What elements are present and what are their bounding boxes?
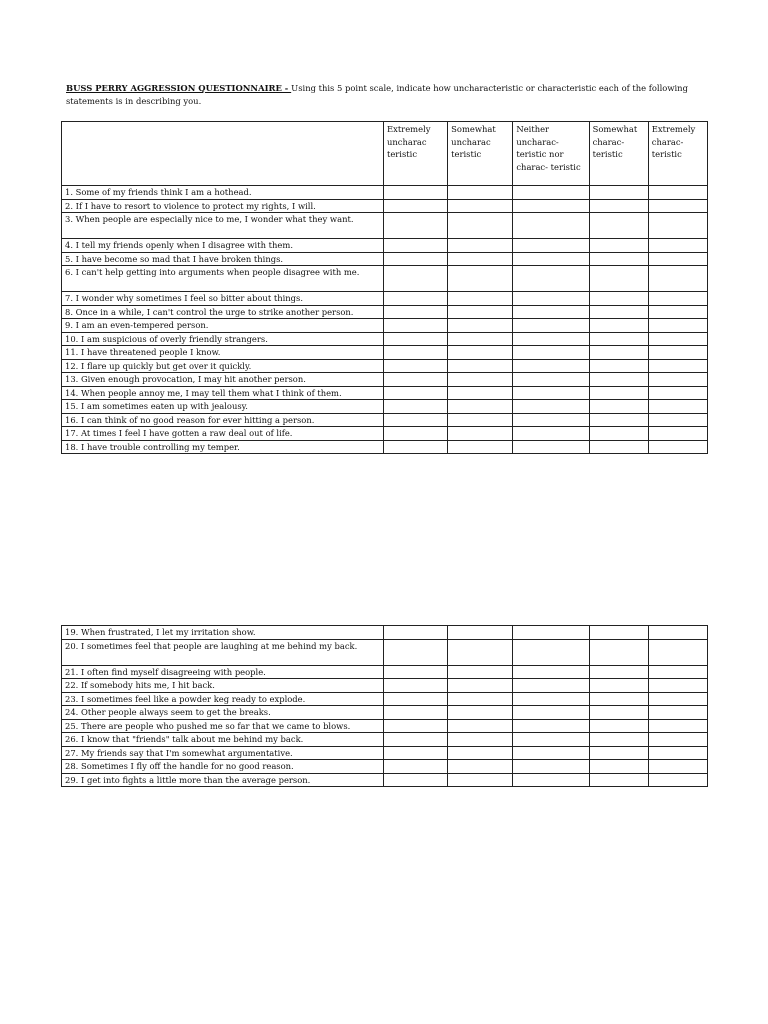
rating-cell[interactable] bbox=[383, 346, 447, 360]
rating-cell[interactable] bbox=[589, 773, 648, 787]
rating-cell[interactable] bbox=[448, 359, 513, 373]
rating-cell[interactable] bbox=[648, 692, 707, 706]
instructions-text: Using this 5 point scale, indicate how uncharacteristic or characteristic each of the following statements is in describing you. bbox=[66, 83, 688, 106]
rating-cell[interactable] bbox=[589, 186, 648, 200]
question-row bbox=[62, 760, 708, 774]
rating-cell[interactable] bbox=[589, 252, 648, 266]
rating-cell[interactable] bbox=[448, 400, 513, 414]
rating-cell[interactable] bbox=[648, 626, 707, 640]
question-text: 13. Given enough provocation, I may hit another person. bbox=[62, 373, 384, 387]
rating-cell[interactable] bbox=[383, 359, 447, 373]
question-row bbox=[62, 665, 708, 679]
rating-cell[interactable] bbox=[448, 186, 513, 200]
statement-header-cell bbox=[62, 122, 384, 186]
rating-cell[interactable] bbox=[513, 440, 589, 454]
rating-cell[interactable] bbox=[448, 679, 513, 693]
question-row bbox=[62, 746, 708, 760]
scale-header-extremely-characteristic: Extremely charac- teristic bbox=[648, 122, 707, 186]
rating-cell[interactable] bbox=[513, 665, 589, 679]
rating-cell[interactable] bbox=[383, 305, 447, 319]
rating-cell[interactable] bbox=[648, 733, 707, 747]
rating-cell[interactable] bbox=[589, 692, 648, 706]
rating-cell[interactable] bbox=[589, 319, 648, 333]
rating-cell[interactable] bbox=[383, 626, 447, 640]
rating-cell[interactable] bbox=[383, 266, 447, 292]
rating-cell[interactable] bbox=[448, 760, 513, 774]
rating-cell[interactable] bbox=[648, 359, 707, 373]
questionnaire-table-part-2 bbox=[61, 625, 708, 787]
rating-cell[interactable] bbox=[589, 359, 648, 373]
rating-cell[interactable] bbox=[383, 239, 447, 253]
rating-cell[interactable] bbox=[448, 706, 513, 720]
rating-cell[interactable] bbox=[448, 386, 513, 400]
rating-cell[interactable] bbox=[513, 332, 589, 346]
rating-cell[interactable] bbox=[513, 373, 589, 387]
question-row bbox=[62, 427, 708, 441]
rating-cell[interactable] bbox=[648, 239, 707, 253]
rating-cell[interactable] bbox=[589, 266, 648, 292]
rating-cell[interactable] bbox=[648, 319, 707, 333]
question-row bbox=[62, 332, 708, 346]
question-text: 12. I flare up quickly but get over it quickly. bbox=[62, 359, 384, 373]
question-text: 28. Sometimes I fly off the handle for no good reason. bbox=[62, 760, 384, 774]
rating-cell[interactable] bbox=[513, 359, 589, 373]
rating-cell[interactable] bbox=[648, 773, 707, 787]
rating-cell[interactable] bbox=[448, 639, 513, 665]
rating-cell[interactable] bbox=[383, 639, 447, 665]
scale-header-row bbox=[62, 122, 708, 186]
rating-cell[interactable] bbox=[589, 400, 648, 414]
rating-cell[interactable] bbox=[513, 239, 589, 253]
question-text: 15. I am sometimes eaten up with jealousy. bbox=[62, 400, 384, 414]
question-text: 14. When people annoy me, I may tell them what I think of them. bbox=[62, 386, 384, 400]
rating-cell[interactable] bbox=[648, 746, 707, 760]
rating-cell[interactable] bbox=[513, 213, 589, 239]
rating-cell[interactable] bbox=[648, 332, 707, 346]
question-text: 20. I sometimes feel that people are laughing at me behind my back. bbox=[62, 639, 384, 665]
question-row bbox=[62, 292, 708, 306]
rating-cell[interactable] bbox=[383, 440, 447, 454]
rating-cell[interactable] bbox=[648, 252, 707, 266]
rating-cell[interactable] bbox=[448, 626, 513, 640]
rating-cell[interactable] bbox=[648, 305, 707, 319]
rating-cell[interactable] bbox=[648, 346, 707, 360]
question-text: 1. Some of my friends think I am a hothead. bbox=[62, 186, 384, 200]
rating-cell[interactable] bbox=[648, 679, 707, 693]
rating-cell[interactable] bbox=[383, 413, 447, 427]
rating-cell[interactable] bbox=[648, 427, 707, 441]
question-row bbox=[62, 239, 708, 253]
question-row bbox=[62, 692, 708, 706]
rating-cell[interactable] bbox=[589, 305, 648, 319]
question-text: 11. I have threatened people I know. bbox=[62, 346, 384, 360]
question-text: 17. At times I feel I have gotten a raw deal out of life. bbox=[62, 427, 384, 441]
rating-cell[interactable] bbox=[648, 386, 707, 400]
rating-cell[interactable] bbox=[648, 266, 707, 292]
scale-header-neither: Neither uncharac- teristic nor charac- teristic bbox=[513, 122, 589, 186]
rating-cell[interactable] bbox=[448, 692, 513, 706]
rating-cell[interactable] bbox=[589, 332, 648, 346]
question-row bbox=[62, 706, 708, 720]
rating-cell[interactable] bbox=[589, 665, 648, 679]
question-text: 5. I have become so mad that I have broken things. bbox=[62, 252, 384, 266]
rating-cell[interactable] bbox=[383, 292, 447, 306]
question-text: 22. If somebody hits me, I hit back. bbox=[62, 679, 384, 693]
question-row bbox=[62, 773, 708, 787]
rating-cell[interactable] bbox=[513, 639, 589, 665]
rating-cell[interactable] bbox=[513, 266, 589, 292]
rating-cell[interactable] bbox=[589, 440, 648, 454]
question-row bbox=[62, 199, 708, 213]
rating-cell[interactable] bbox=[448, 413, 513, 427]
rating-cell[interactable] bbox=[513, 692, 589, 706]
question-text: 25. There are people who pushed me so far that we came to blows. bbox=[62, 719, 384, 733]
rating-cell[interactable] bbox=[648, 292, 707, 306]
rating-cell[interactable] bbox=[589, 292, 648, 306]
rating-cell[interactable] bbox=[513, 386, 589, 400]
rating-cell[interactable] bbox=[589, 679, 648, 693]
rating-cell[interactable] bbox=[383, 679, 447, 693]
rating-cell[interactable] bbox=[513, 400, 589, 414]
rating-cell[interactable] bbox=[383, 746, 447, 760]
rating-cell[interactable] bbox=[589, 346, 648, 360]
question-text: 2. If I have to resort to violence to protect my rights, I will. bbox=[62, 199, 384, 213]
question-row bbox=[62, 319, 708, 333]
rating-cell[interactable] bbox=[513, 773, 589, 787]
rating-cell[interactable] bbox=[513, 679, 589, 693]
rating-cell[interactable] bbox=[513, 760, 589, 774]
rating-cell[interactable] bbox=[513, 413, 589, 427]
rating-cell[interactable] bbox=[383, 706, 447, 720]
rating-cell[interactable] bbox=[513, 186, 589, 200]
questionnaire-title: BUSS PERRY AGGRESSION QUESTIONNAIRE - bbox=[66, 83, 292, 93]
rating-cell[interactable] bbox=[513, 733, 589, 747]
rating-cell[interactable] bbox=[589, 239, 648, 253]
rating-cell[interactable] bbox=[383, 386, 447, 400]
rating-cell[interactable] bbox=[513, 626, 589, 640]
rating-cell[interactable] bbox=[513, 292, 589, 306]
scale-header-extremely-uncharacteristic: Extremely uncharac teristic bbox=[383, 122, 447, 186]
question-row bbox=[62, 266, 708, 292]
question-row bbox=[62, 413, 708, 427]
rating-cell[interactable] bbox=[513, 319, 589, 333]
question-row bbox=[62, 186, 708, 200]
rating-cell[interactable] bbox=[448, 239, 513, 253]
rating-cell[interactable] bbox=[448, 319, 513, 333]
rating-cell[interactable] bbox=[589, 719, 648, 733]
rating-cell[interactable] bbox=[383, 427, 447, 441]
rating-cell[interactable] bbox=[383, 719, 447, 733]
rating-cell[interactable] bbox=[648, 440, 707, 454]
rating-cell[interactable] bbox=[383, 733, 447, 747]
question-text: 27. My friends say that I'm somewhat argumentative. bbox=[62, 746, 384, 760]
question-text: 21. I often find myself disagreeing with people. bbox=[62, 665, 384, 679]
rating-cell[interactable] bbox=[383, 186, 447, 200]
rating-cell[interactable] bbox=[448, 292, 513, 306]
rating-cell[interactable] bbox=[448, 733, 513, 747]
rating-cell[interactable] bbox=[513, 719, 589, 733]
question-text: 26. I know that "friends" talk about me behind my back. bbox=[62, 733, 384, 747]
rating-cell[interactable] bbox=[383, 252, 447, 266]
question-row bbox=[62, 252, 708, 266]
rating-cell[interactable] bbox=[383, 400, 447, 414]
rating-cell[interactable] bbox=[648, 186, 707, 200]
rating-cell[interactable] bbox=[648, 413, 707, 427]
rating-cell[interactable] bbox=[589, 386, 648, 400]
questionnaire-table-part-1 bbox=[61, 121, 708, 454]
rating-cell[interactable] bbox=[448, 266, 513, 292]
question-row bbox=[62, 373, 708, 387]
rating-cell[interactable] bbox=[648, 760, 707, 774]
rating-cell[interactable] bbox=[513, 346, 589, 360]
scale-header-somewhat-uncharacteristic: Somewhat uncharac teristic bbox=[448, 122, 513, 186]
rating-cell[interactable] bbox=[383, 332, 447, 346]
question-row bbox=[62, 440, 708, 454]
rating-cell[interactable] bbox=[513, 706, 589, 720]
rating-cell[interactable] bbox=[513, 252, 589, 266]
question-row bbox=[62, 679, 708, 693]
question-row bbox=[62, 639, 708, 665]
rating-cell[interactable] bbox=[648, 400, 707, 414]
rating-cell[interactable] bbox=[648, 719, 707, 733]
question-text: 7. I wonder why sometimes I feel so bitter about things. bbox=[62, 292, 384, 306]
rating-cell[interactable] bbox=[448, 746, 513, 760]
question-text: 23. I sometimes feel like a powder keg ready to explode. bbox=[62, 692, 384, 706]
rating-cell[interactable] bbox=[589, 199, 648, 213]
rating-cell[interactable] bbox=[648, 639, 707, 665]
rating-cell[interactable] bbox=[383, 760, 447, 774]
rating-cell[interactable] bbox=[648, 199, 707, 213]
rating-cell[interactable] bbox=[513, 199, 589, 213]
question-text: 19. When frustrated, I let my irritation show. bbox=[62, 626, 384, 640]
rating-cell[interactable] bbox=[648, 706, 707, 720]
rating-cell[interactable] bbox=[383, 692, 447, 706]
rating-cell[interactable] bbox=[648, 665, 707, 679]
question-row bbox=[62, 733, 708, 747]
rating-cell[interactable] bbox=[589, 626, 648, 640]
rating-cell[interactable] bbox=[448, 373, 513, 387]
rating-cell[interactable] bbox=[383, 773, 447, 787]
rating-cell[interactable] bbox=[383, 373, 447, 387]
rating-cell[interactable] bbox=[383, 213, 447, 239]
rating-cell[interactable] bbox=[383, 665, 447, 679]
question-row bbox=[62, 626, 708, 640]
question-text: 29. I get into fights a little more than the average person. bbox=[62, 773, 384, 787]
rating-cell[interactable] bbox=[448, 213, 513, 239]
question-text: 8. Once in a while, I can't control the urge to strike another person. bbox=[62, 305, 384, 319]
rating-cell[interactable] bbox=[589, 373, 648, 387]
rating-cell[interactable] bbox=[589, 706, 648, 720]
rating-cell[interactable] bbox=[448, 665, 513, 679]
question-text: 18. I have trouble controlling my temper. bbox=[62, 440, 384, 454]
scale-header-somewhat-characteristic: Somewhat charac- teristic bbox=[589, 122, 648, 186]
rating-cell[interactable] bbox=[448, 719, 513, 733]
question-text: 6. I can't help getting into arguments when people disagree with me. bbox=[62, 266, 384, 292]
question-text: 3. When people are especially nice to me, I wonder what they want. bbox=[62, 213, 384, 239]
rating-cell[interactable] bbox=[513, 746, 589, 760]
rating-cell[interactable] bbox=[648, 373, 707, 387]
rating-cell[interactable] bbox=[448, 346, 513, 360]
rating-cell[interactable] bbox=[589, 639, 648, 665]
rating-cell[interactable] bbox=[448, 332, 513, 346]
rating-cell[interactable] bbox=[589, 427, 648, 441]
rating-cell[interactable] bbox=[448, 199, 513, 213]
question-row bbox=[62, 719, 708, 733]
rating-cell[interactable] bbox=[448, 440, 513, 454]
question-row bbox=[62, 346, 708, 360]
rating-cell[interactable] bbox=[383, 199, 447, 213]
rating-cell[interactable] bbox=[589, 746, 648, 760]
rating-cell[interactable] bbox=[383, 319, 447, 333]
question-row bbox=[62, 213, 708, 239]
rating-cell[interactable] bbox=[448, 773, 513, 787]
rating-cell[interactable] bbox=[448, 305, 513, 319]
question-row bbox=[62, 400, 708, 414]
question-text: 24. Other people always seem to get the breaks. bbox=[62, 706, 384, 720]
rating-cell[interactable] bbox=[448, 427, 513, 441]
question-text: 4. I tell my friends openly when I disagree with them. bbox=[62, 239, 384, 253]
rating-cell[interactable] bbox=[589, 413, 648, 427]
rating-cell[interactable] bbox=[589, 733, 648, 747]
rating-cell[interactable] bbox=[513, 305, 589, 319]
rating-cell[interactable] bbox=[448, 252, 513, 266]
question-text: 9. I am an even-tempered person. bbox=[62, 319, 384, 333]
questionnaire-intro bbox=[66, 82, 706, 108]
question-row bbox=[62, 305, 708, 319]
rating-cell[interactable] bbox=[648, 213, 707, 239]
question-text: 10. I am suspicious of overly friendly strangers. bbox=[62, 332, 384, 346]
question-text: 16. I can think of no good reason for ever hitting a person. bbox=[62, 413, 384, 427]
question-row bbox=[62, 359, 708, 373]
rating-cell[interactable] bbox=[589, 213, 648, 239]
question-row bbox=[62, 386, 708, 400]
rating-cell[interactable] bbox=[589, 760, 648, 774]
rating-cell[interactable] bbox=[513, 427, 589, 441]
